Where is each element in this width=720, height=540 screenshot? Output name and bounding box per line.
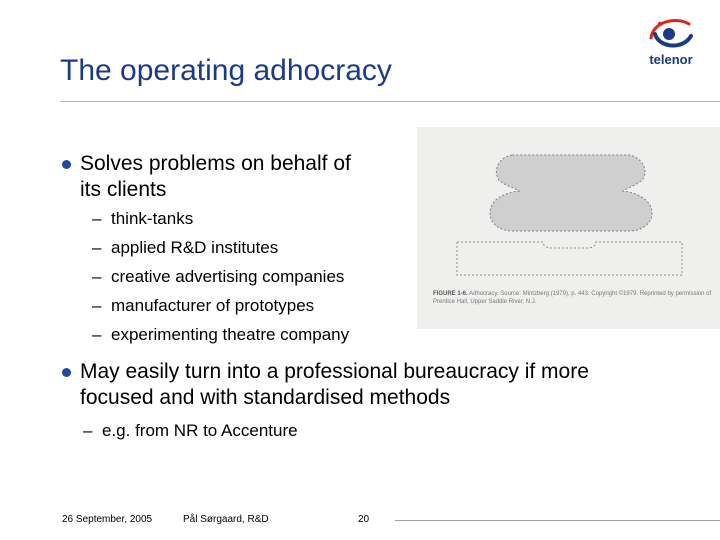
sub-item-text: experimenting theatre company — [111, 325, 350, 344]
dash: – — [92, 325, 102, 344]
dash: – — [92, 209, 102, 228]
bullet-2-line-2: focused and with standardised methods — [80, 386, 451, 409]
caption-text: Adhocracy. Source: Mintzberg (1979), p. 443. Copyright ©1979. Reprinted by permission of Prentice Hall, Upper Saddle River, N.J. — [433, 291, 712, 305]
sub-item-text: creative advertising companies — [111, 267, 345, 286]
sub-item-text: applied R&D institutes — [111, 238, 279, 257]
telenor-logo-icon — [645, 14, 697, 52]
caption-label: FIGURE 1-6. — [433, 291, 468, 297]
logo-wordmark: telenor — [649, 52, 693, 67]
bullet-2-text — [80, 359, 589, 411]
sub-item — [83, 419, 298, 443]
bullet-1-line-1: Solves problems on behalf of — [80, 152, 351, 175]
telenor-logo — [636, 14, 706, 70]
figure-caption — [433, 290, 717, 306]
sub-item — [92, 236, 278, 260]
slide-title: The operating adhocracy — [60, 54, 392, 87]
bullet-1-text — [80, 151, 351, 203]
sub-item-text: think-tanks — [111, 209, 194, 228]
bullet-icon — [62, 160, 71, 169]
bullet-2-line-1: May easily turn into a professional bureaucracy if more — [80, 360, 589, 383]
sub-item — [92, 265, 344, 289]
sub-item — [92, 294, 314, 318]
sub-item — [92, 207, 193, 231]
dash: – — [92, 296, 102, 315]
sub-item — [92, 323, 349, 347]
bullet-1-line-2: its clients — [80, 178, 167, 201]
page-number: 20 — [358, 514, 370, 525]
footer-author: Pål Sørgaard, R&D — [183, 514, 269, 525]
sub-item-text: e.g. from NR to Accenture — [102, 421, 298, 440]
footer-divider — [395, 520, 720, 521]
sub-item-text: manufacturer of prototypes — [111, 296, 315, 315]
footer-date: 26 September, 2005 — [62, 514, 153, 525]
dash: – — [83, 421, 93, 440]
title-divider — [60, 101, 720, 102]
bullet-icon — [62, 368, 71, 377]
dash: – — [92, 238, 102, 257]
dash: – — [92, 267, 102, 286]
adhocracy-figure — [417, 127, 720, 329]
